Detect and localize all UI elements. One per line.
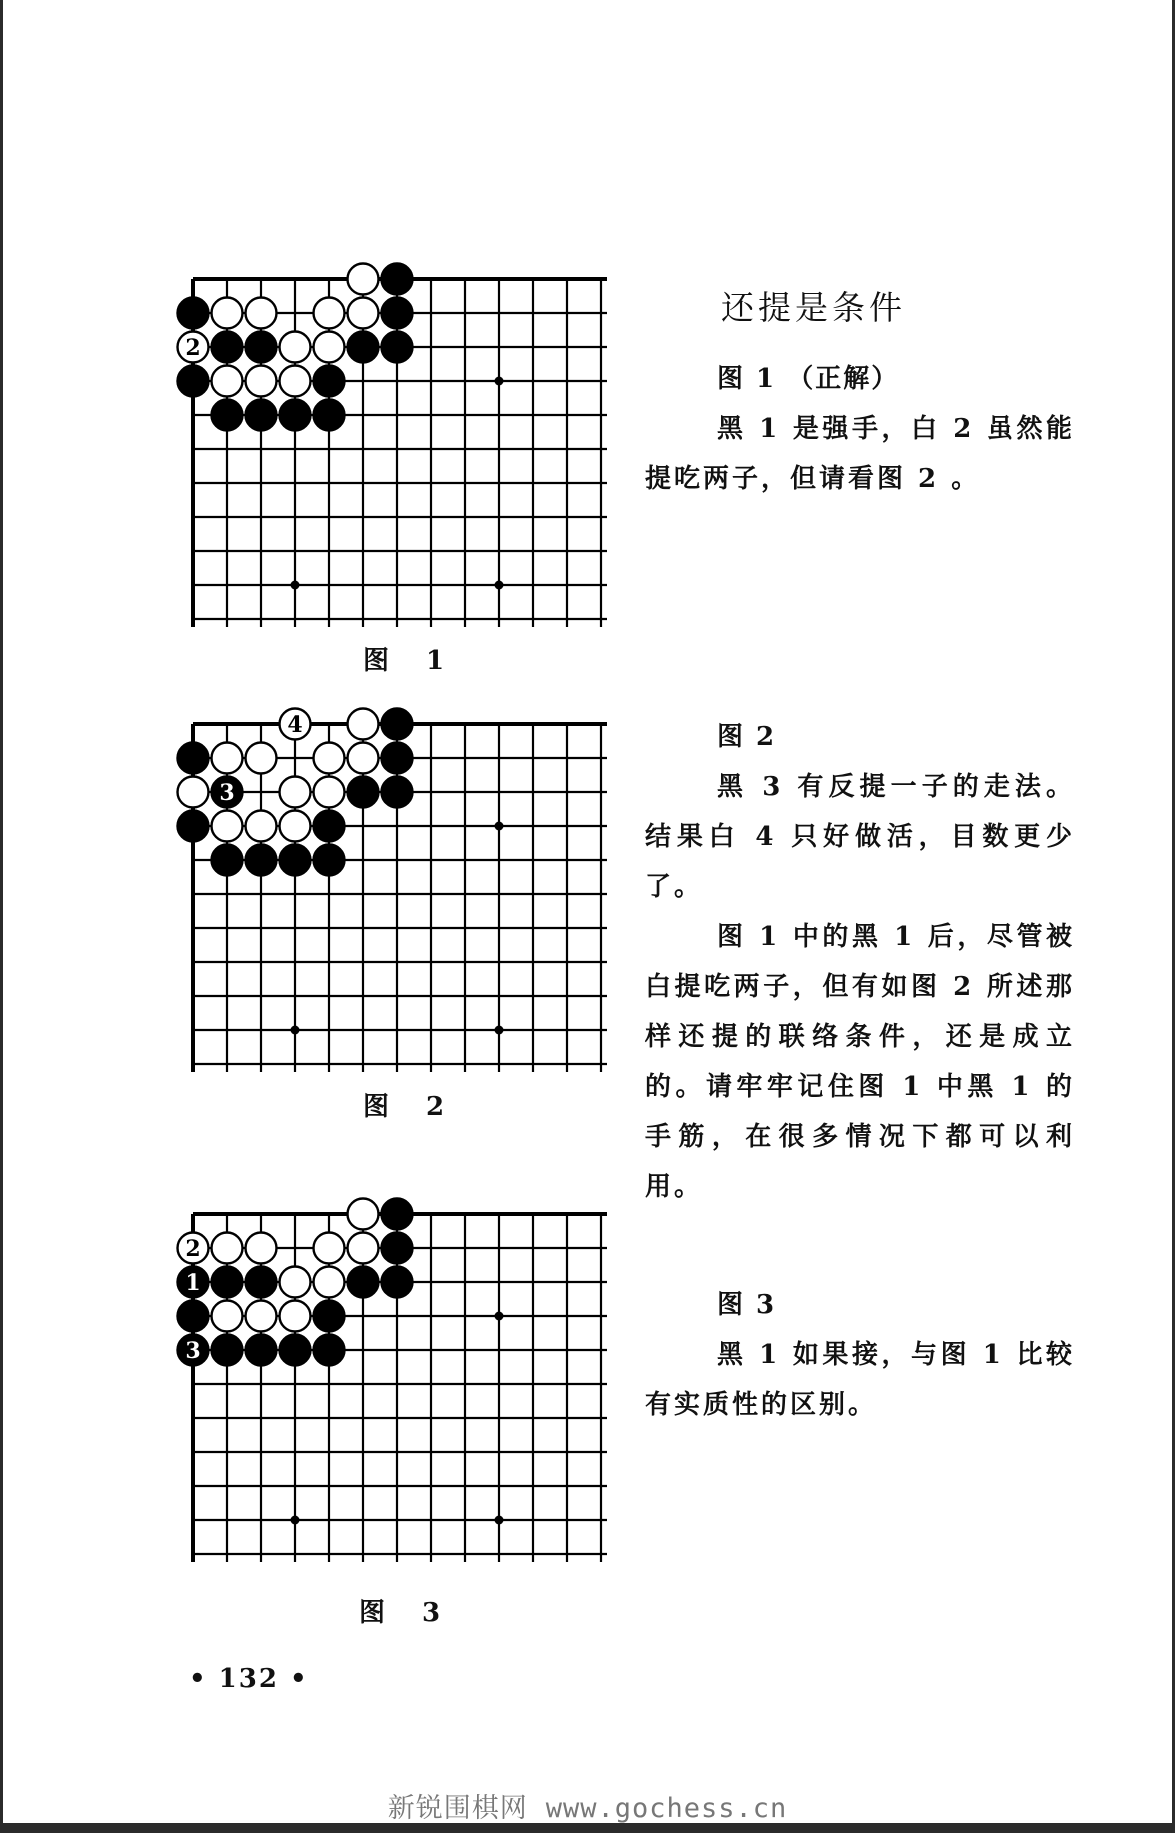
black-stone bbox=[246, 845, 277, 876]
black-stone bbox=[314, 1301, 345, 1332]
white-stone bbox=[280, 811, 311, 842]
black-stone bbox=[348, 1267, 379, 1298]
star-point bbox=[495, 581, 504, 590]
section-figure-2-text bbox=[645, 712, 1075, 1212]
white-stone bbox=[280, 366, 311, 397]
black-stone bbox=[314, 1335, 345, 1366]
figure-3-caption: 图 3 bbox=[359, 1598, 455, 1628]
white-stone bbox=[314, 298, 345, 329]
white-stone bbox=[246, 1233, 277, 1264]
white-stone bbox=[348, 298, 379, 329]
go-board-figure-1 bbox=[177, 263, 627, 645]
star-point bbox=[291, 1516, 300, 1525]
white-stone bbox=[314, 1267, 345, 1298]
white-stone bbox=[178, 777, 209, 808]
black-stone bbox=[178, 366, 209, 397]
go-board-grid bbox=[177, 1198, 627, 1580]
star-point bbox=[291, 581, 300, 590]
move-number-label: 1 bbox=[185, 1270, 201, 1296]
black-stone bbox=[178, 1267, 209, 1298]
black-stone bbox=[314, 400, 345, 431]
white-stone bbox=[348, 1233, 379, 1264]
black-stone bbox=[246, 400, 277, 431]
white-stone bbox=[314, 777, 345, 808]
black-stone bbox=[246, 1267, 277, 1298]
white-stone bbox=[314, 1233, 345, 1264]
star-point bbox=[495, 1516, 504, 1525]
section-figure-1-text bbox=[645, 282, 1075, 504]
paragraph: 图 1 中的黑 1 后，尽管被白提吃两子，但有如图 2 所述那样还提的联络条件，还是成立的。请牢牢记住图 1 中黑 1 的手筋，在很多情况下都可以利用。 bbox=[645, 922, 1075, 1202]
go-board-figure-2 bbox=[177, 708, 627, 1090]
black-stone bbox=[382, 777, 413, 808]
star-point bbox=[495, 377, 504, 386]
white-stone bbox=[212, 811, 243, 842]
white-stone bbox=[212, 298, 243, 329]
white-stone bbox=[178, 1233, 209, 1264]
white-stone bbox=[280, 1301, 311, 1332]
go-board-grid bbox=[177, 708, 627, 1090]
black-stone bbox=[246, 332, 277, 363]
black-stone bbox=[314, 811, 345, 842]
white-stone bbox=[314, 743, 345, 774]
figure-1-caption: 图 1 bbox=[363, 646, 459, 676]
star-point bbox=[291, 1026, 300, 1035]
black-stone bbox=[314, 845, 345, 876]
go-board-figure-3 bbox=[177, 1198, 627, 1580]
paragraph: 黑 1 如果接，与图 1 比较有实质性的区别。 bbox=[645, 1340, 1075, 1420]
section-heading: 图 2 bbox=[717, 722, 777, 752]
black-stone bbox=[382, 1199, 413, 1230]
site-url[interactable]: www.gochess.cn bbox=[545, 1793, 788, 1824]
white-stone bbox=[348, 743, 379, 774]
black-stone bbox=[314, 366, 345, 397]
black-stone bbox=[178, 1301, 209, 1332]
white-stone bbox=[212, 1233, 243, 1264]
white-stone bbox=[246, 811, 277, 842]
white-stone bbox=[314, 332, 345, 363]
section-figure-3-text bbox=[645, 1280, 1075, 1430]
white-stone bbox=[280, 332, 311, 363]
black-stone bbox=[382, 743, 413, 774]
black-stone bbox=[212, 332, 243, 363]
black-stone bbox=[382, 1233, 413, 1264]
white-stone bbox=[280, 777, 311, 808]
black-stone bbox=[212, 1267, 243, 1298]
black-stone bbox=[280, 400, 311, 431]
white-stone bbox=[246, 1301, 277, 1332]
white-stone bbox=[246, 743, 277, 774]
site-name: 新锐围棋网 bbox=[387, 1793, 528, 1824]
black-stone bbox=[212, 400, 243, 431]
black-stone bbox=[178, 298, 209, 329]
black-stone bbox=[246, 1335, 277, 1366]
watermark-footer bbox=[0, 1786, 1175, 1825]
move-number-label: 4 bbox=[287, 712, 303, 738]
black-stone bbox=[280, 845, 311, 876]
black-stone bbox=[382, 709, 413, 740]
section-heading: 图 1 （正解） bbox=[717, 364, 900, 394]
black-stone bbox=[382, 332, 413, 363]
black-stone bbox=[348, 777, 379, 808]
black-stone bbox=[382, 298, 413, 329]
black-stone bbox=[212, 1335, 243, 1366]
black-stone bbox=[212, 777, 243, 808]
page-number: • 132 • bbox=[189, 1664, 309, 1694]
move-number-label: 3 bbox=[185, 1338, 201, 1364]
move-number-label: 3 bbox=[219, 780, 235, 806]
white-stone bbox=[348, 1199, 379, 1230]
page-title: 还提是条件 bbox=[721, 288, 906, 327]
white-stone bbox=[212, 366, 243, 397]
black-stone bbox=[382, 1267, 413, 1298]
figure-2-caption: 图 2 bbox=[363, 1092, 459, 1122]
white-stone bbox=[212, 743, 243, 774]
white-stone bbox=[348, 264, 379, 295]
white-stone bbox=[212, 1301, 243, 1332]
black-stone bbox=[382, 264, 413, 295]
star-point bbox=[495, 1026, 504, 1035]
black-stone bbox=[178, 743, 209, 774]
paragraph: 黑 1 是强手，白 2 虽然能提吃两子，但请看图 2 。 bbox=[645, 414, 1075, 494]
section-heading: 图 3 bbox=[717, 1290, 777, 1320]
star-point bbox=[495, 822, 504, 831]
black-stone bbox=[178, 811, 209, 842]
black-stone bbox=[348, 332, 379, 363]
white-stone bbox=[280, 709, 311, 740]
white-stone bbox=[246, 366, 277, 397]
move-number-label: 2 bbox=[185, 1236, 201, 1262]
move-number-label: 2 bbox=[185, 335, 201, 361]
black-stone bbox=[280, 1335, 311, 1366]
white-stone bbox=[280, 1267, 311, 1298]
book-page bbox=[3, 0, 1172, 1823]
white-stone bbox=[246, 298, 277, 329]
white-stone bbox=[348, 709, 379, 740]
white-stone bbox=[178, 332, 209, 363]
black-stone bbox=[212, 845, 243, 876]
star-point bbox=[495, 1312, 504, 1321]
paragraph: 黑 3 有反提一子的走法。结果白 4 只好做活，目数更少了。 bbox=[645, 772, 1075, 902]
go-board-grid bbox=[177, 263, 627, 645]
black-stone bbox=[178, 1335, 209, 1366]
